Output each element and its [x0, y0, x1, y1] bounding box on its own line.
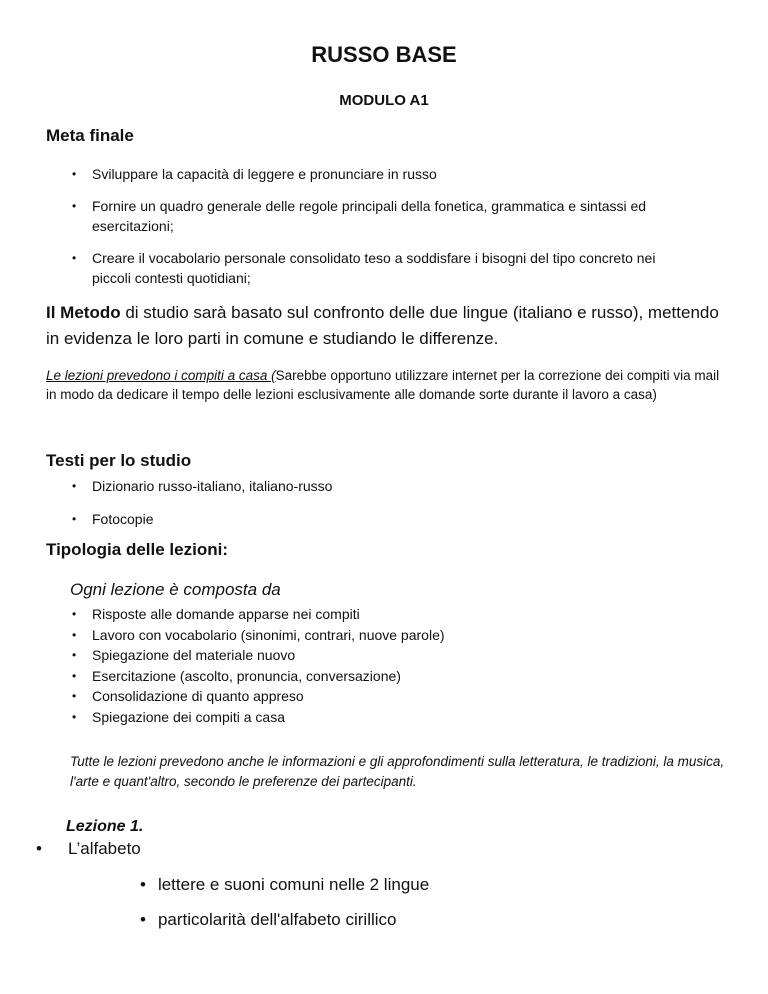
lesson1-title: Lezione 1. — [66, 818, 144, 835]
goal-text: Sviluppare la capacità di leggere e pronunciare in russo — [92, 166, 437, 182]
bullet-icon: • — [72, 251, 77, 265]
bullet-icon: • — [72, 479, 77, 493]
lesson-part-item — [72, 645, 692, 666]
bullet-icon: • — [72, 627, 77, 642]
lesson-part-text: Consolidazione di quanto appreso — [92, 688, 304, 704]
lesson1-topic-text: L’alfabeto — [67, 839, 141, 858]
homework-note — [46, 366, 726, 404]
lesson-part-text: Risposte alle domande apparse nei compiti — [92, 606, 360, 622]
goal-text: Creare il vocabolario personale consolidato teso a soddisfare i bisogni del tipo concreto nei piccoli contesti quotidiani; — [92, 250, 656, 286]
text-item-label: Dizionario russo-italiano, italiano-russo — [92, 478, 333, 494]
lesson-part-item — [72, 604, 692, 625]
lesson-part-item — [72, 707, 692, 728]
homework-note-lead: Le lezioni prevedono i compiti a casa ( — [46, 368, 276, 383]
text-item — [72, 476, 672, 496]
lessons-heading: Tipologia delle lezioni: — [46, 540, 228, 559]
bullet-icon: • — [140, 910, 146, 929]
lesson1-topic — [36, 839, 141, 859]
homework-note-text: Sarebbe opportuno utilizzare internet per la correzione dei compiti via mail in modo da dedicare il tempo delle lezioni esclusivamente alle domande sorte durante il lavoro a casa) — [46, 368, 720, 402]
lesson1-point-text: lettere e suoni comuni nelle 2 lingue — [157, 875, 430, 894]
lesson-part-item — [72, 686, 692, 707]
bullet-icon: • — [72, 199, 77, 213]
lesson-intro: Ogni lezione è composta da — [70, 580, 281, 599]
text-item — [72, 509, 672, 529]
bullet-icon: • — [72, 689, 77, 703]
method-paragraph — [46, 300, 736, 352]
lesson-part-text: Lavoro con vocabolario (sinonimi, contrari, nuove parole) — [92, 626, 445, 643]
lesson1-point — [140, 910, 396, 930]
bullet-icon: • — [72, 512, 77, 526]
lesson-part-item — [72, 625, 692, 646]
bullet-icon: • — [140, 875, 146, 894]
goal-item — [72, 164, 712, 184]
bullet-icon: • — [36, 839, 42, 858]
lesson-parts-list — [72, 604, 692, 727]
method-label: Il Metodo — [46, 303, 121, 322]
goal-item — [72, 248, 692, 288]
document-subtitle: MODULO A1 — [339, 92, 429, 109]
goal-heading: Meta finale — [46, 126, 134, 145]
lesson-part-item — [72, 666, 692, 687]
text-item-label: Fotocopie — [92, 511, 154, 527]
bullet-icon: • — [72, 668, 77, 683]
bullet-icon: • — [72, 648, 77, 662]
bullet-icon: • — [72, 167, 77, 181]
goal-item — [72, 196, 692, 236]
document-title: RUSSO BASE — [311, 42, 457, 67]
lesson1-point — [140, 875, 429, 895]
lesson-part-text: Spiegazione del materiale nuovo — [92, 647, 296, 663]
lessons-note: Tutte le lezioni prevedono anche le informazioni e gli approfondimenti sulla letteratura, le tradizioni, la musica, l'arte e quant'altro, secondo le preferenze dei partecipanti. — [70, 754, 725, 789]
texts-heading: Testi per lo studio — [46, 451, 192, 470]
goal-text: Fornire un quadro generale delle regole principali della fonetica, grammatica e sintassi ed esercitazioni; — [92, 198, 647, 234]
bullet-icon: • — [72, 607, 77, 621]
method-text: di studio sarà basato sul confronto delle due lingue (italiano e russo), mettendo in evidenza le loro parti in comune e studiando le differenze. — [46, 303, 719, 348]
lesson1-point-text: particolarità dell'alfabeto cirillico — [157, 910, 397, 929]
lesson-part-text: Esercitazione (ascolto, pronuncia, conversazione) — [92, 667, 401, 684]
bullet-icon: • — [72, 709, 77, 724]
lesson-part-text: Spiegazione dei compiti a casa — [92, 708, 286, 725]
